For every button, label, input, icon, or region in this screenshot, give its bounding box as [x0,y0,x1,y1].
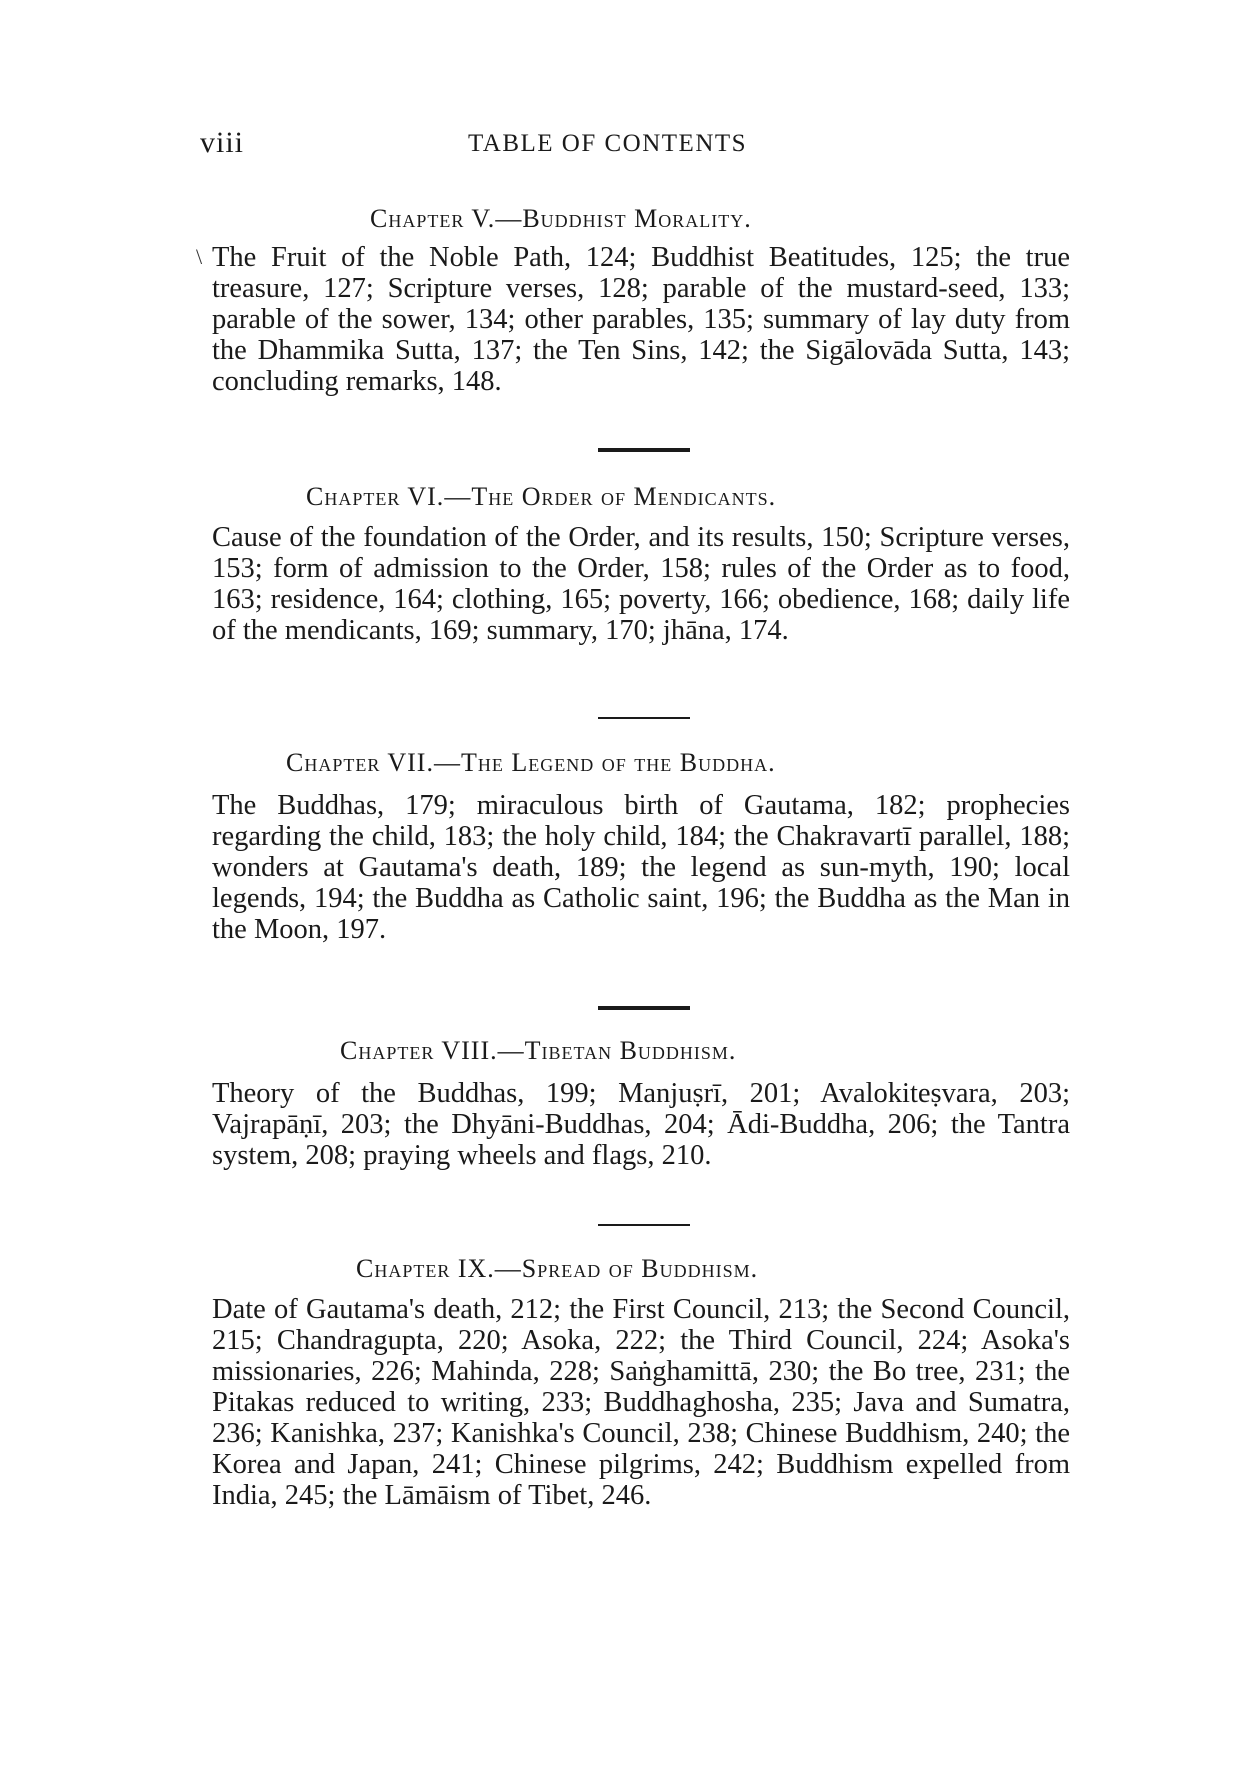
section-divider [598,1006,690,1010]
chapter-9-label: Chapter IX. [356,1254,495,1283]
running-head [200,126,1080,166]
chapter-6-contents: Cause of the foundation of the Order, and its results, 150; Scripture verses, 153; form of admission to the Order, 158; rules of the Order as to food, 163; residence, 164; clothing, 165; poverty, 166; obedience, 168; daily life of the mendicants, 169; summary, 170; jhāna, 174. [212,522,1070,646]
page-number: viii [200,126,245,159]
section-divider [598,448,690,452]
chapter-8-contents: Theory of the Buddhas, 199; Manjuṣrī, 201; Avalokiteṣvara, 203; Vajrapāṇī, 203; the Dhyāni-Buddhas, 204; Ādi-Buddha, 206; the Tantra system, 208; praying wheels and flags, 210. [212,1078,1070,1171]
chapter-6-heading [306,482,776,512]
chapter-7-contents: The Buddhas, 179; miraculous birth of Gautama, 182; prophecies regarding the child, 183; the holy child, 184; the Chakravartī parallel, 188; wonders at Gautama's death, 189; the legend as sun-myth, 190; local legends, 194; the Buddha as Catholic saint, 196; the Buddha as the Man in the Moon, 197. [212,790,1070,945]
chapter-8-title: —Tibetan Buddhism. [497,1036,737,1065]
running-head-title: TABLE OF CONTENTS [468,130,748,157]
margin-mark: \ [196,244,203,269]
section-divider [598,1224,690,1226]
section-divider [598,717,690,719]
chapter-9-title: —Spread of Buddhism. [494,1254,759,1283]
chapter-5-label: Chapter V. [370,204,496,233]
chapter-7-label: Chapter VII. [286,748,434,777]
chapter-9-contents: Date of Gautama's death, 212; the First Council, 213; the Second Council, 215; Chandragupta, 220; Asoka, 222; the Third Council, 224; Asoka's missionaries, 226; Mahinda, 228; Saṅghamittā, 230; the Bo tree, 231; the Pitakas reduced to writing, 233; Buddhaghosha, 235; Java and Sumatra, 236; Kanishka, 237; Kanishka's Council, 238; Chinese Buddhism, 240; the Korea and Japan, 241; Chinese pilgrims, 242; Buddhism expelled from India, 245; the Lāmāism of Tibet, 246. [212,1294,1070,1511]
chapter-7-heading [286,748,776,778]
chapter-8-label: Chapter VIII. [340,1036,498,1065]
chapter-7-title: —The Legend of the Buddha. [433,748,776,777]
chapter-8-heading [340,1036,736,1066]
chapter-6-title: —The Order of Mendicants. [444,482,777,511]
chapter-6-label: Chapter VI. [306,482,445,511]
chapter-5-title: —Buddhist Morality. [495,204,752,233]
chapter-5-heading [370,204,752,234]
chapter-5-contents: The Fruit of the Noble Path, 124; Buddhist Beatitudes, 125; the true treasure, 127; Scripture verses, 128; parable of the mustard-seed, 133; parable of the sower, 134; other parables, 135; summary of lay duty from the Dhammika Sutta, 137; the Ten Sins, 142; the Sigālovāda Sutta, 143; concluding remarks, 148. [212,242,1070,397]
chapter-9-heading [356,1254,758,1284]
